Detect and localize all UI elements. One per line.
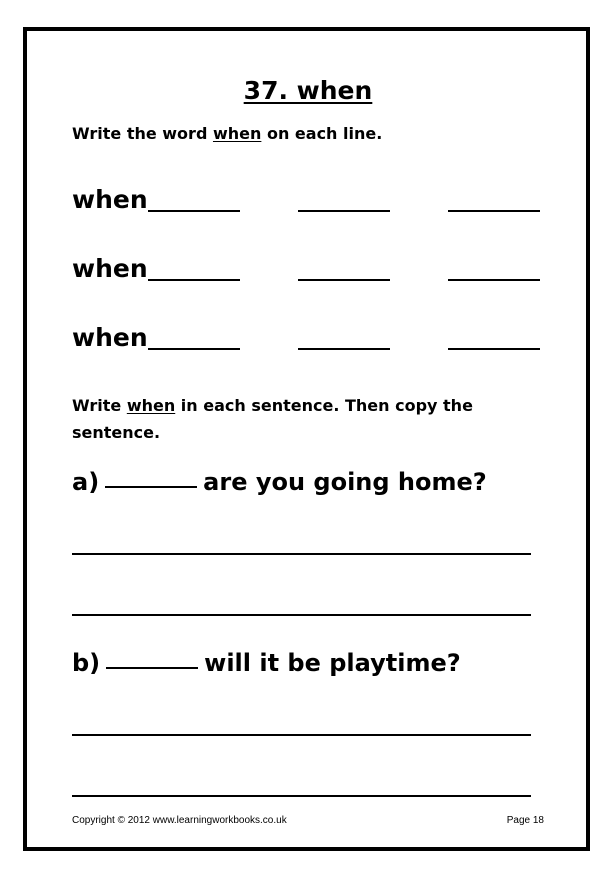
instruction-keyword: when — [126, 396, 176, 415]
copy-line[interactable] — [72, 614, 531, 616]
instruction-text-after: in each sentence. Then copy the — [175, 396, 473, 415]
instruction-keyword: when — [212, 124, 262, 143]
answer-blank[interactable] — [448, 348, 540, 350]
sentence-text: will it be playtime? — [204, 649, 461, 677]
sentence-blank[interactable] — [105, 485, 197, 488]
answer-blank[interactable] — [298, 348, 390, 350]
footer-copyright: Copyright © 2012 www.learningworkbooks.co.uk — [72, 815, 287, 826]
practice-word: when — [72, 254, 148, 283]
instruction-write-sentence — [72, 392, 473, 446]
copy-line[interactable] — [72, 553, 531, 555]
practice-word: when — [72, 185, 148, 214]
copy-line[interactable] — [72, 795, 531, 797]
practice-row-2 — [72, 249, 552, 289]
sentence-a — [72, 468, 487, 496]
copy-line[interactable] — [72, 734, 531, 736]
sentence-label: b) — [72, 649, 101, 677]
practice-word: when — [72, 323, 148, 352]
instruction-text-line2: sentence. — [72, 423, 161, 442]
page-title-text: 37. when — [243, 76, 373, 105]
answer-blank[interactable] — [148, 210, 240, 212]
practice-row-1 — [72, 180, 552, 220]
practice-row-3 — [72, 318, 552, 358]
sentence-b — [72, 649, 461, 677]
answer-blank[interactable] — [298, 210, 390, 212]
answer-blank[interactable] — [448, 279, 540, 281]
instruction-text-before: Write — [72, 396, 127, 415]
answer-blank[interactable] — [448, 210, 540, 212]
sentence-blank[interactable] — [106, 666, 198, 669]
instruction-text-after: on each line. — [261, 124, 383, 143]
sentence-label: a) — [72, 468, 100, 496]
answer-blank[interactable] — [298, 279, 390, 281]
footer-page-number: Page 18 — [506, 815, 544, 826]
answer-blank[interactable] — [148, 279, 240, 281]
page-title — [0, 76, 616, 105]
sentence-text: are you going home? — [203, 468, 487, 496]
answer-blank[interactable] — [148, 348, 240, 350]
instruction-text-before: Write the word — [72, 124, 213, 143]
instruction-write-word — [72, 120, 382, 147]
